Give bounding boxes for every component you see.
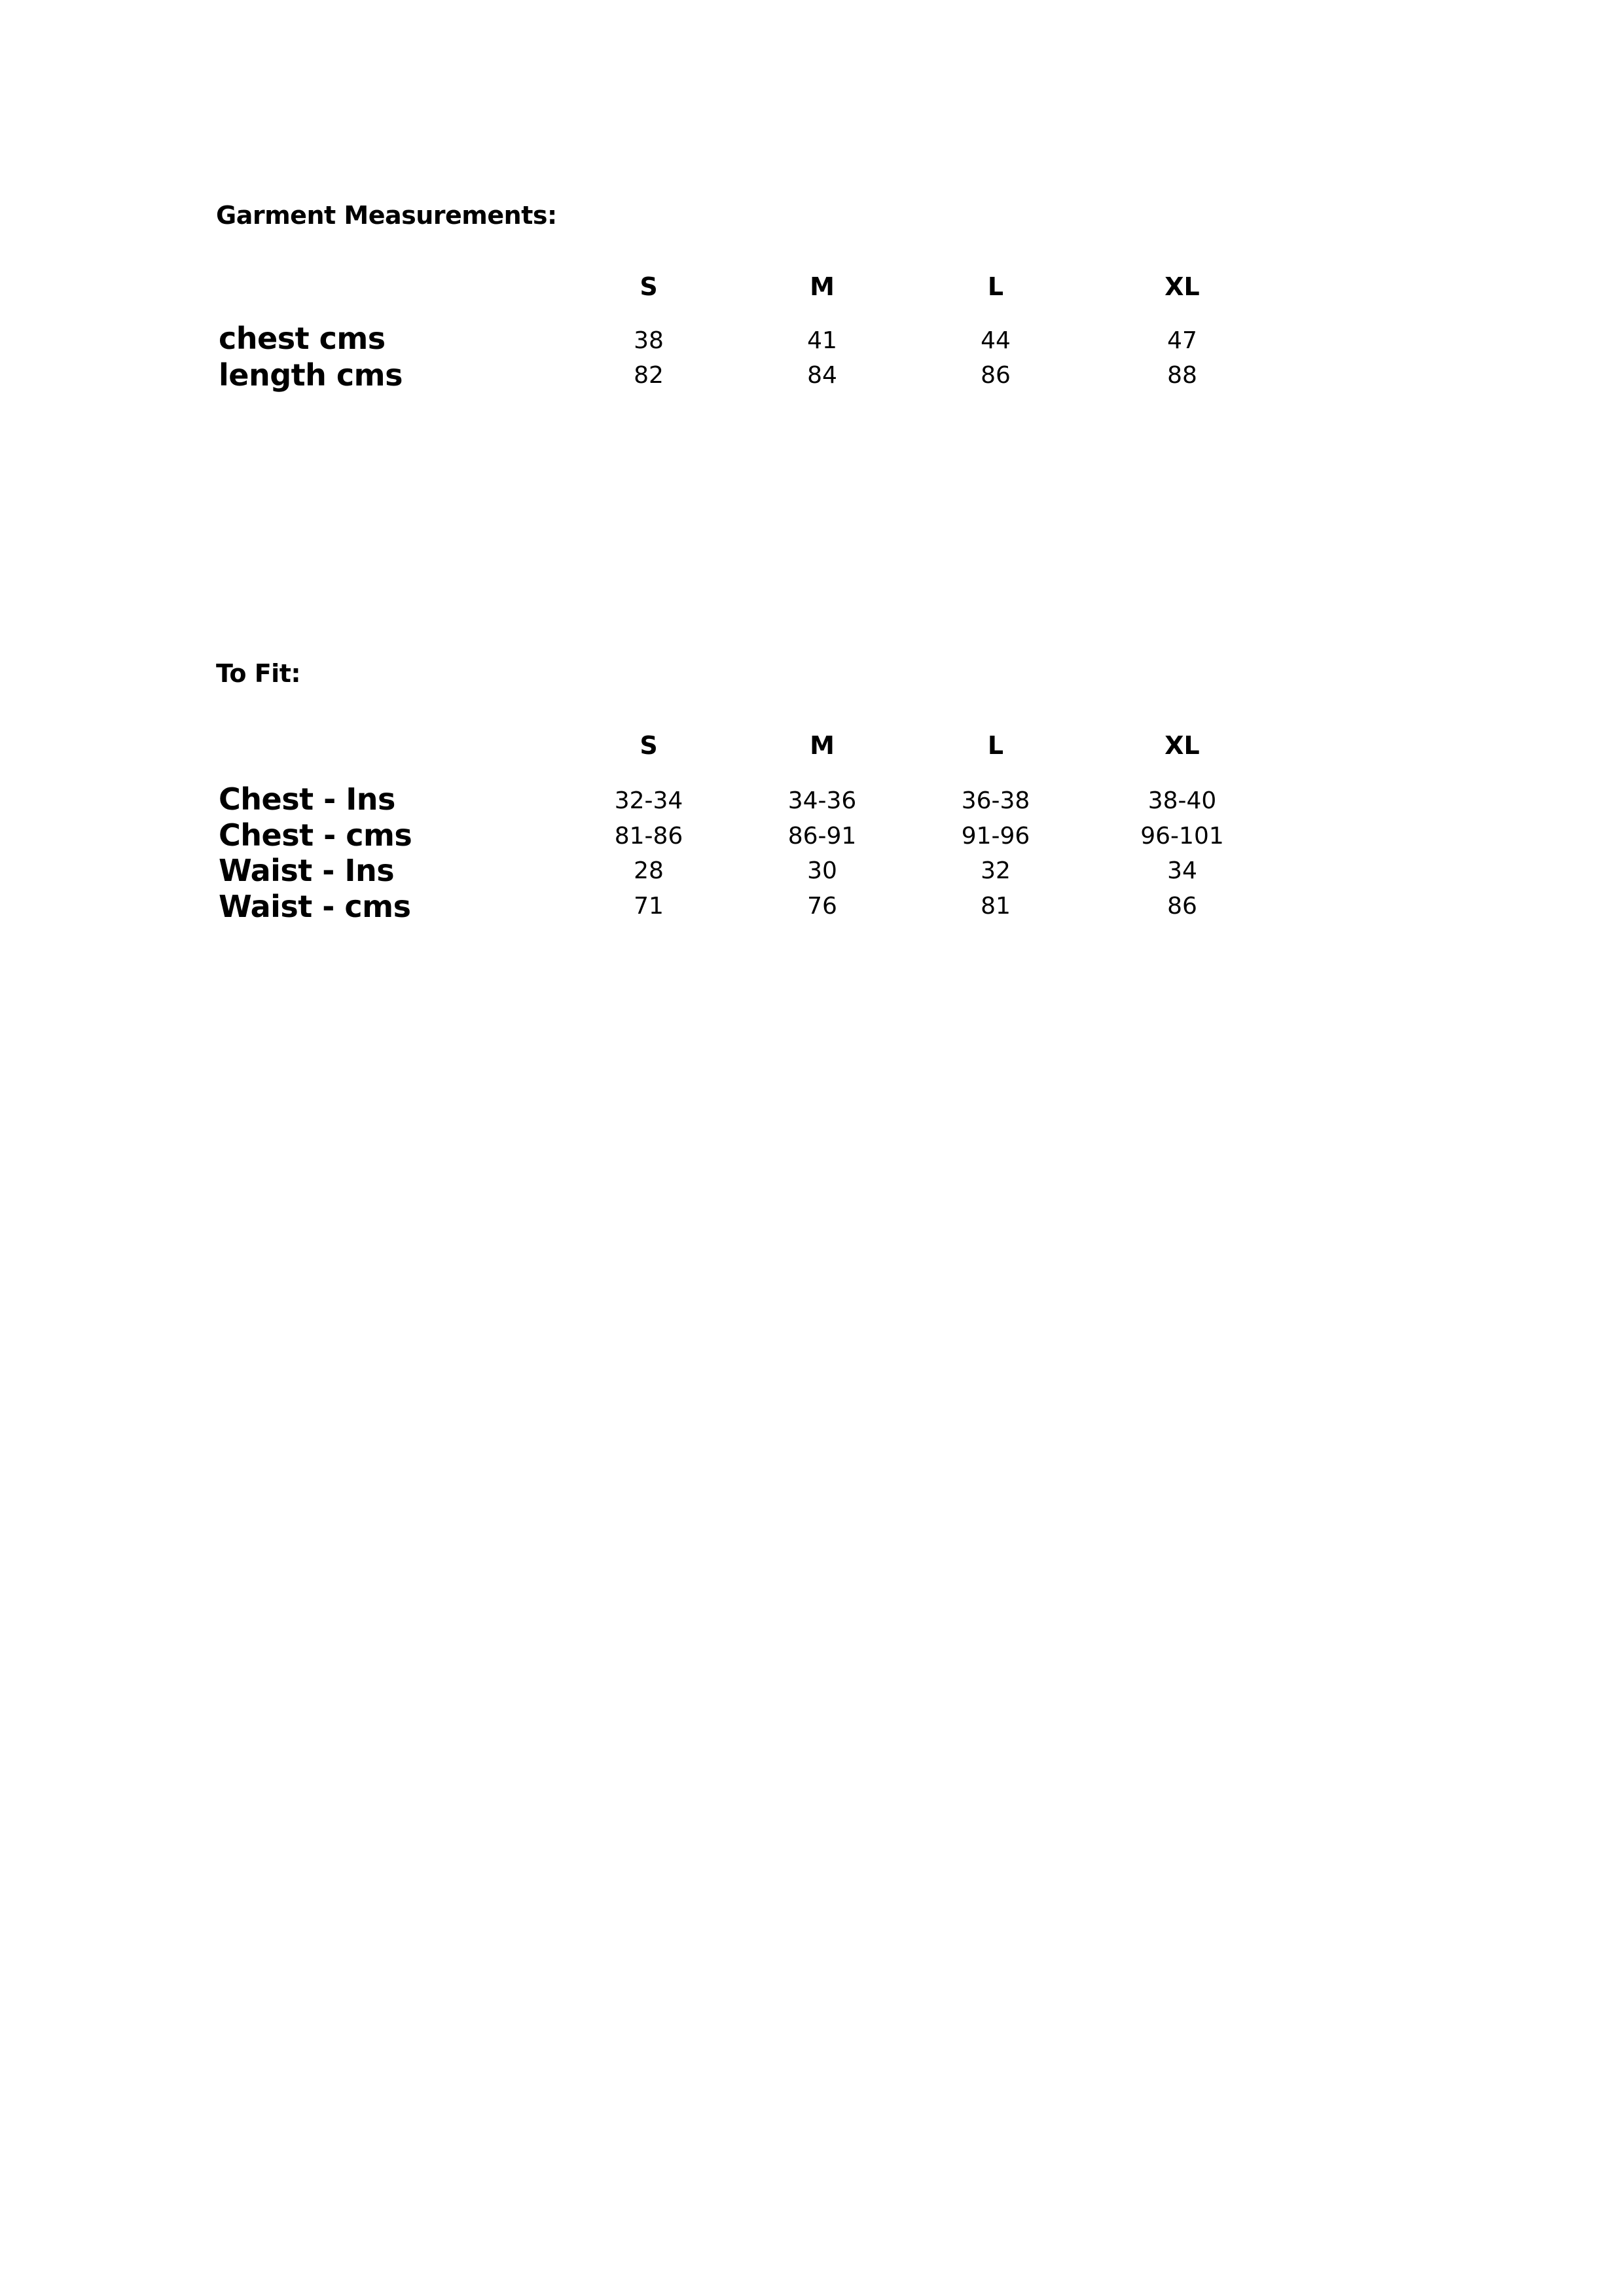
cell-length-cms-m: 84 [807, 362, 837, 389]
cell-length-cms-xl: 88 [1167, 362, 1197, 389]
cell-chest-cms-s: 81-86 [614, 823, 683, 850]
cell-length-cms-l: 86 [981, 362, 1011, 389]
cell-waist-cms-xl: 86 [1167, 893, 1197, 920]
cell-waist-ins-m: 30 [807, 857, 837, 884]
row-label-chest-cms: Chest - cms [219, 817, 412, 853]
cell-waist-cms-l: 81 [981, 893, 1011, 920]
cell-chest-cms-l: 44 [981, 327, 1011, 354]
size-header-l: L [987, 731, 1004, 760]
row-label-length-cms: length cms [219, 357, 403, 393]
cell-chest-cms-l: 91-96 [961, 823, 1030, 850]
size-header-xl: XL [1164, 272, 1200, 301]
row-label-waist-ins: Waist - Ins [219, 853, 395, 888]
size-header-s: S [640, 272, 658, 301]
cell-waist-ins-s: 28 [634, 857, 664, 884]
cell-chest-cms-xl: 47 [1167, 327, 1197, 354]
size-header-l: L [987, 272, 1004, 301]
cell-waist-ins-xl: 34 [1167, 857, 1197, 884]
cell-chest-cms-m: 41 [807, 327, 837, 354]
cell-waist-cms-m: 76 [807, 893, 837, 920]
to-fit-title: To Fit: [216, 659, 301, 688]
cell-chest-cms-m: 86-91 [787, 823, 857, 850]
size-header-m: M [810, 272, 835, 301]
cell-waist-ins-l: 32 [981, 857, 1011, 884]
cell-waist-cms-s: 71 [634, 893, 664, 920]
cell-chest-cms-s: 38 [634, 327, 664, 354]
cell-chest-ins-s: 32-34 [614, 787, 683, 814]
row-label-chest-ins: Chest - Ins [219, 781, 395, 817]
row-label-chest-cms: chest cms [219, 321, 386, 356]
cell-chest-ins-xl: 38-40 [1147, 787, 1217, 814]
size-header-xl: XL [1164, 731, 1200, 760]
cell-chest-cms-xl: 96-101 [1140, 823, 1224, 850]
size-header-m: M [810, 731, 835, 760]
cell-length-cms-s: 82 [634, 362, 664, 389]
cell-chest-ins-l: 36-38 [961, 787, 1030, 814]
size-header-s: S [640, 731, 658, 760]
row-label-waist-cms: Waist - cms [219, 889, 411, 924]
garment-measurements-title: Garment Measurements: [216, 201, 557, 230]
cell-chest-ins-m: 34-36 [787, 787, 857, 814]
